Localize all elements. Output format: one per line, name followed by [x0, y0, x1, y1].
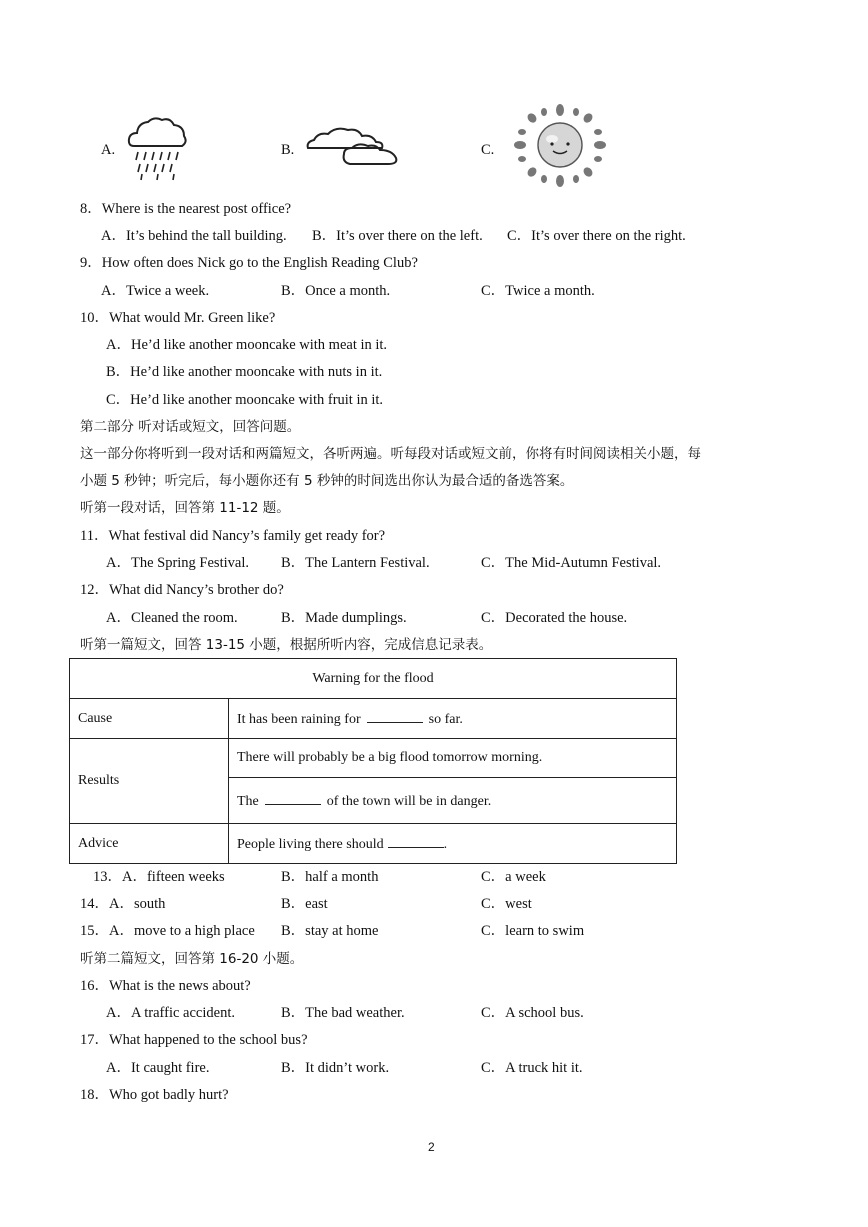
q13-option-c: C．a week — [481, 869, 546, 885]
q14-option-b: B．east — [281, 896, 328, 912]
q9-option-b: B．Once a month. — [281, 283, 391, 299]
part2-instructions-line2: 小题 5 秒钟；听完后，每小题你还有 5 秒钟的时间选出你认为最合适的备选答案。 — [80, 473, 574, 489]
option-c-label: C. — [481, 142, 495, 158]
question-17: 17．What happened to the school bus? — [80, 1032, 308, 1048]
q8-option-a: A．It’s behind the tall building. — [101, 228, 287, 244]
question-16: 16．What is the news about? — [80, 978, 251, 994]
q16-option-c: C．A school bus. — [481, 1005, 584, 1021]
results-label: Results — [70, 739, 229, 824]
sun-icon — [506, 102, 614, 188]
dialogue-intro: 听第一段对话，回答第 11-12 题。 — [80, 500, 290, 516]
table-title: Warning for the flood — [70, 659, 677, 699]
q12-option-a: A．Cleaned the room. — [106, 610, 238, 626]
q9-option-c: C．Twice a month. — [481, 283, 595, 299]
part2-instructions-line1: 这一部分你将听到一段对话和两篇短文，各听两遍。听每段对话或短文前，你将有时间阅读相关小题，每 — [80, 446, 701, 462]
q17-option-c: C．A truck hit it. — [481, 1060, 583, 1076]
advice-after: . — [443, 836, 448, 852]
question-9: 9．How often does Nick go to the English Reading Club? — [80, 255, 418, 271]
cause-label: Cause — [70, 699, 229, 739]
advice-before: People living there should — [237, 836, 384, 852]
q11-option-b: B．The Lantern Festival. — [281, 555, 430, 571]
blank-13[interactable] — [367, 710, 423, 723]
passage2-intro: 听第二篇短文，回答第 16-20 小题。 — [80, 951, 304, 967]
blank-15[interactable] — [388, 835, 444, 848]
result-2-after: of the town will be in danger. — [326, 793, 492, 809]
q16-option-b: B．The bad weather. — [281, 1005, 405, 1021]
cloud-icon — [304, 124, 400, 166]
option-a-label: A. — [101, 142, 116, 158]
q16-option-a: A．A traffic accident. — [106, 1005, 235, 1021]
cause-text-before: It has been raining for — [237, 711, 361, 727]
question-11: 11．What festival did Nancy’s family get ready for? — [80, 528, 386, 544]
q8-option-c: C．It’s over there on the right. — [507, 228, 686, 244]
advice-label: Advice — [70, 824, 229, 864]
q13-option-b: B．half a month — [281, 869, 379, 885]
q12-option-c: C．Decorated the house. — [481, 610, 628, 626]
part2-heading: 第二部分 听对话或短文，回答问题。 — [80, 419, 301, 435]
q12-option-b: B．Made dumplings. — [281, 610, 407, 626]
advice-cell — [229, 824, 677, 864]
q15-option-b: B．stay at home — [281, 923, 379, 939]
result-1: There will probably be a big flood tomorrow morning. — [229, 739, 677, 778]
rain-cloud-icon — [126, 114, 190, 182]
q10-option-b: B．He’d like another mooncake with nuts in it. — [106, 364, 383, 380]
q11-option-c: C．The Mid-Autumn Festival. — [481, 555, 662, 571]
q14-option-a: 14．A．south — [80, 896, 166, 912]
q9-option-a: A．Twice a week. — [101, 283, 210, 299]
q13-option-a: 13．A．fifteen weeks — [93, 869, 225, 885]
blank-14[interactable] — [265, 792, 321, 805]
q10-option-c: C．He’d like another mooncake with fruit in it. — [106, 392, 384, 408]
question-8: 8．Where is the nearest post office? — [80, 201, 292, 217]
cause-cell — [229, 699, 677, 739]
result-2-before: The — [237, 793, 259, 809]
q11-option-a: A．The Spring Festival. — [106, 555, 249, 571]
q17-option-a: A．It caught fire. — [106, 1060, 210, 1076]
question-18: 18．Who got badly hurt? — [80, 1087, 229, 1103]
q8-option-b: B．It’s over there on the left. — [312, 228, 483, 244]
q10-option-a: A．He’d like another mooncake with meat in it. — [106, 337, 388, 353]
question-12: 12．What did Nancy’s brother do? — [80, 582, 284, 598]
cause-text-after: so far. — [428, 711, 463, 727]
flood-warning-table — [69, 658, 677, 864]
passage1-intro: 听第一篇短文，回答 13-15 小题，根据所听内容，完成信息记录表。 — [80, 637, 493, 653]
option-b-label: B. — [281, 142, 295, 158]
result-2-cell — [229, 778, 677, 824]
page-number: 2 — [428, 1140, 435, 1154]
q15-option-a: 15．A．move to a high place — [80, 923, 255, 939]
q15-option-c: C．learn to swim — [481, 923, 585, 939]
q17-option-b: B．It didn’t work. — [281, 1060, 390, 1076]
question-10: 10．What would Mr. Green like? — [80, 310, 276, 326]
q14-option-c: C．west — [481, 896, 532, 912]
